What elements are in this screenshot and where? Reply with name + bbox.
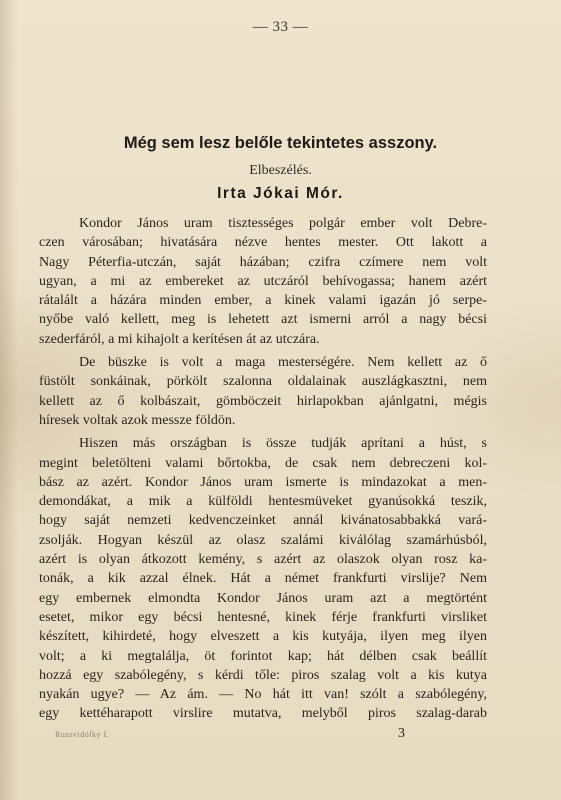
paragraph-2	[39, 353, 487, 430]
story-title: Még sem lesz belőle tekintetes asszony.	[123, 134, 438, 152]
text-line: Nagy Péterfia-utczán, saját házában; czifra czímere nem volt	[39, 254, 487, 270]
text-line: ugyan, a mi az embereket az utczáról behívogassa; hanem azért	[39, 273, 487, 289]
text-line: tonák, a kik azzal élnek. Hát a német frankfurti virslije? Nem	[39, 571, 487, 587]
page-number: — 33 —	[252, 19, 309, 35]
text-line: rátalált a házára minden ember, a kinek valami igazán jó serpe-	[39, 293, 487, 309]
text-line: Hiszen más országban is össze tudják aprítani a húst, s	[79, 436, 487, 452]
text-line: készített, kihirdeté, hogy elveszett a kis kutyája, ilyen meg ilyen	[39, 629, 487, 645]
text-line: esetet, mikor egy bécsi hentesné, kinek férje frankfurti virsliket	[39, 609, 487, 625]
story-genre: Elbeszélés.	[249, 163, 312, 178]
text-line: volt; a ki megtalálja, öt forintot kap; hát délben csak beállít	[39, 648, 487, 664]
text-line: azért is olyan átkozott kemény, s azért az olaszok olyan rosz ka-	[39, 552, 487, 568]
text-line: nyakán ugye? — Az ám. — No hát itt van! szólt a szabólegény,	[39, 687, 487, 703]
text-line: De büszke is volt a maga mesterségére. Nem kellett az ő	[79, 355, 487, 371]
text-line: szederfáról, a mi kihajolt a kerítésen át az utczára.	[39, 331, 320, 347]
signature-mark: Ruzsvidólky I.	[55, 730, 110, 739]
text-line: kellett az ő kolbászait, gömböczeit hirlapokban ajánlgatni, mégis	[39, 393, 487, 409]
text-line: Kondor János uram tisztességes polgár ember volt Debre-	[79, 216, 487, 231]
story-author: Irta Jókai Mór.	[217, 185, 344, 202]
text-line: czen városában; hivatására nézve hentes mester. Ott lakott a	[39, 235, 487, 251]
text-line: nyőbe való kellett, meg is lehetett azt ismerni arról a nagy bécsi	[39, 312, 487, 328]
text-line: híresek voltak azok messze földön.	[39, 412, 236, 428]
text-line: hogy saját nemzeti kedvenczeinket annál kivánatosabbakká vará-	[39, 513, 487, 529]
text-line: füstölt sonkáinak, pörkölt szalonna oldalainak auszlágkasztni, nem	[39, 374, 487, 390]
text-line: egy kettéharapott virslire mutatva, melyből piros szalag-darab	[39, 706, 487, 722]
story-body	[39, 214, 487, 724]
text-line: zsolják. Hogyan készül az olasz szalámi kiválólag szamárhúsból,	[39, 532, 487, 548]
text-line: egy embernek elmondta Kondor János uram azt a megtörtént	[39, 590, 487, 606]
text-line: demondákat, a mik a külföldi hentesmüveket gyanúsokká teszik,	[39, 494, 487, 510]
text-line: hozzá egy szabólegény, s kérdi tőle: piros szalag volt a kis kutya	[39, 667, 487, 683]
paragraph-1	[39, 214, 487, 349]
sheet-number: 3	[398, 726, 405, 741]
paragraph-3	[39, 434, 487, 723]
page-binding-shadow	[0, 0, 18, 800]
text-line: bász az azért. Kondor János uram ismerte is mindazokat a men-	[39, 474, 487, 490]
text-line: megint beletölteni valami bőrtokba, de csak nem debreczeni kol-	[39, 455, 487, 471]
